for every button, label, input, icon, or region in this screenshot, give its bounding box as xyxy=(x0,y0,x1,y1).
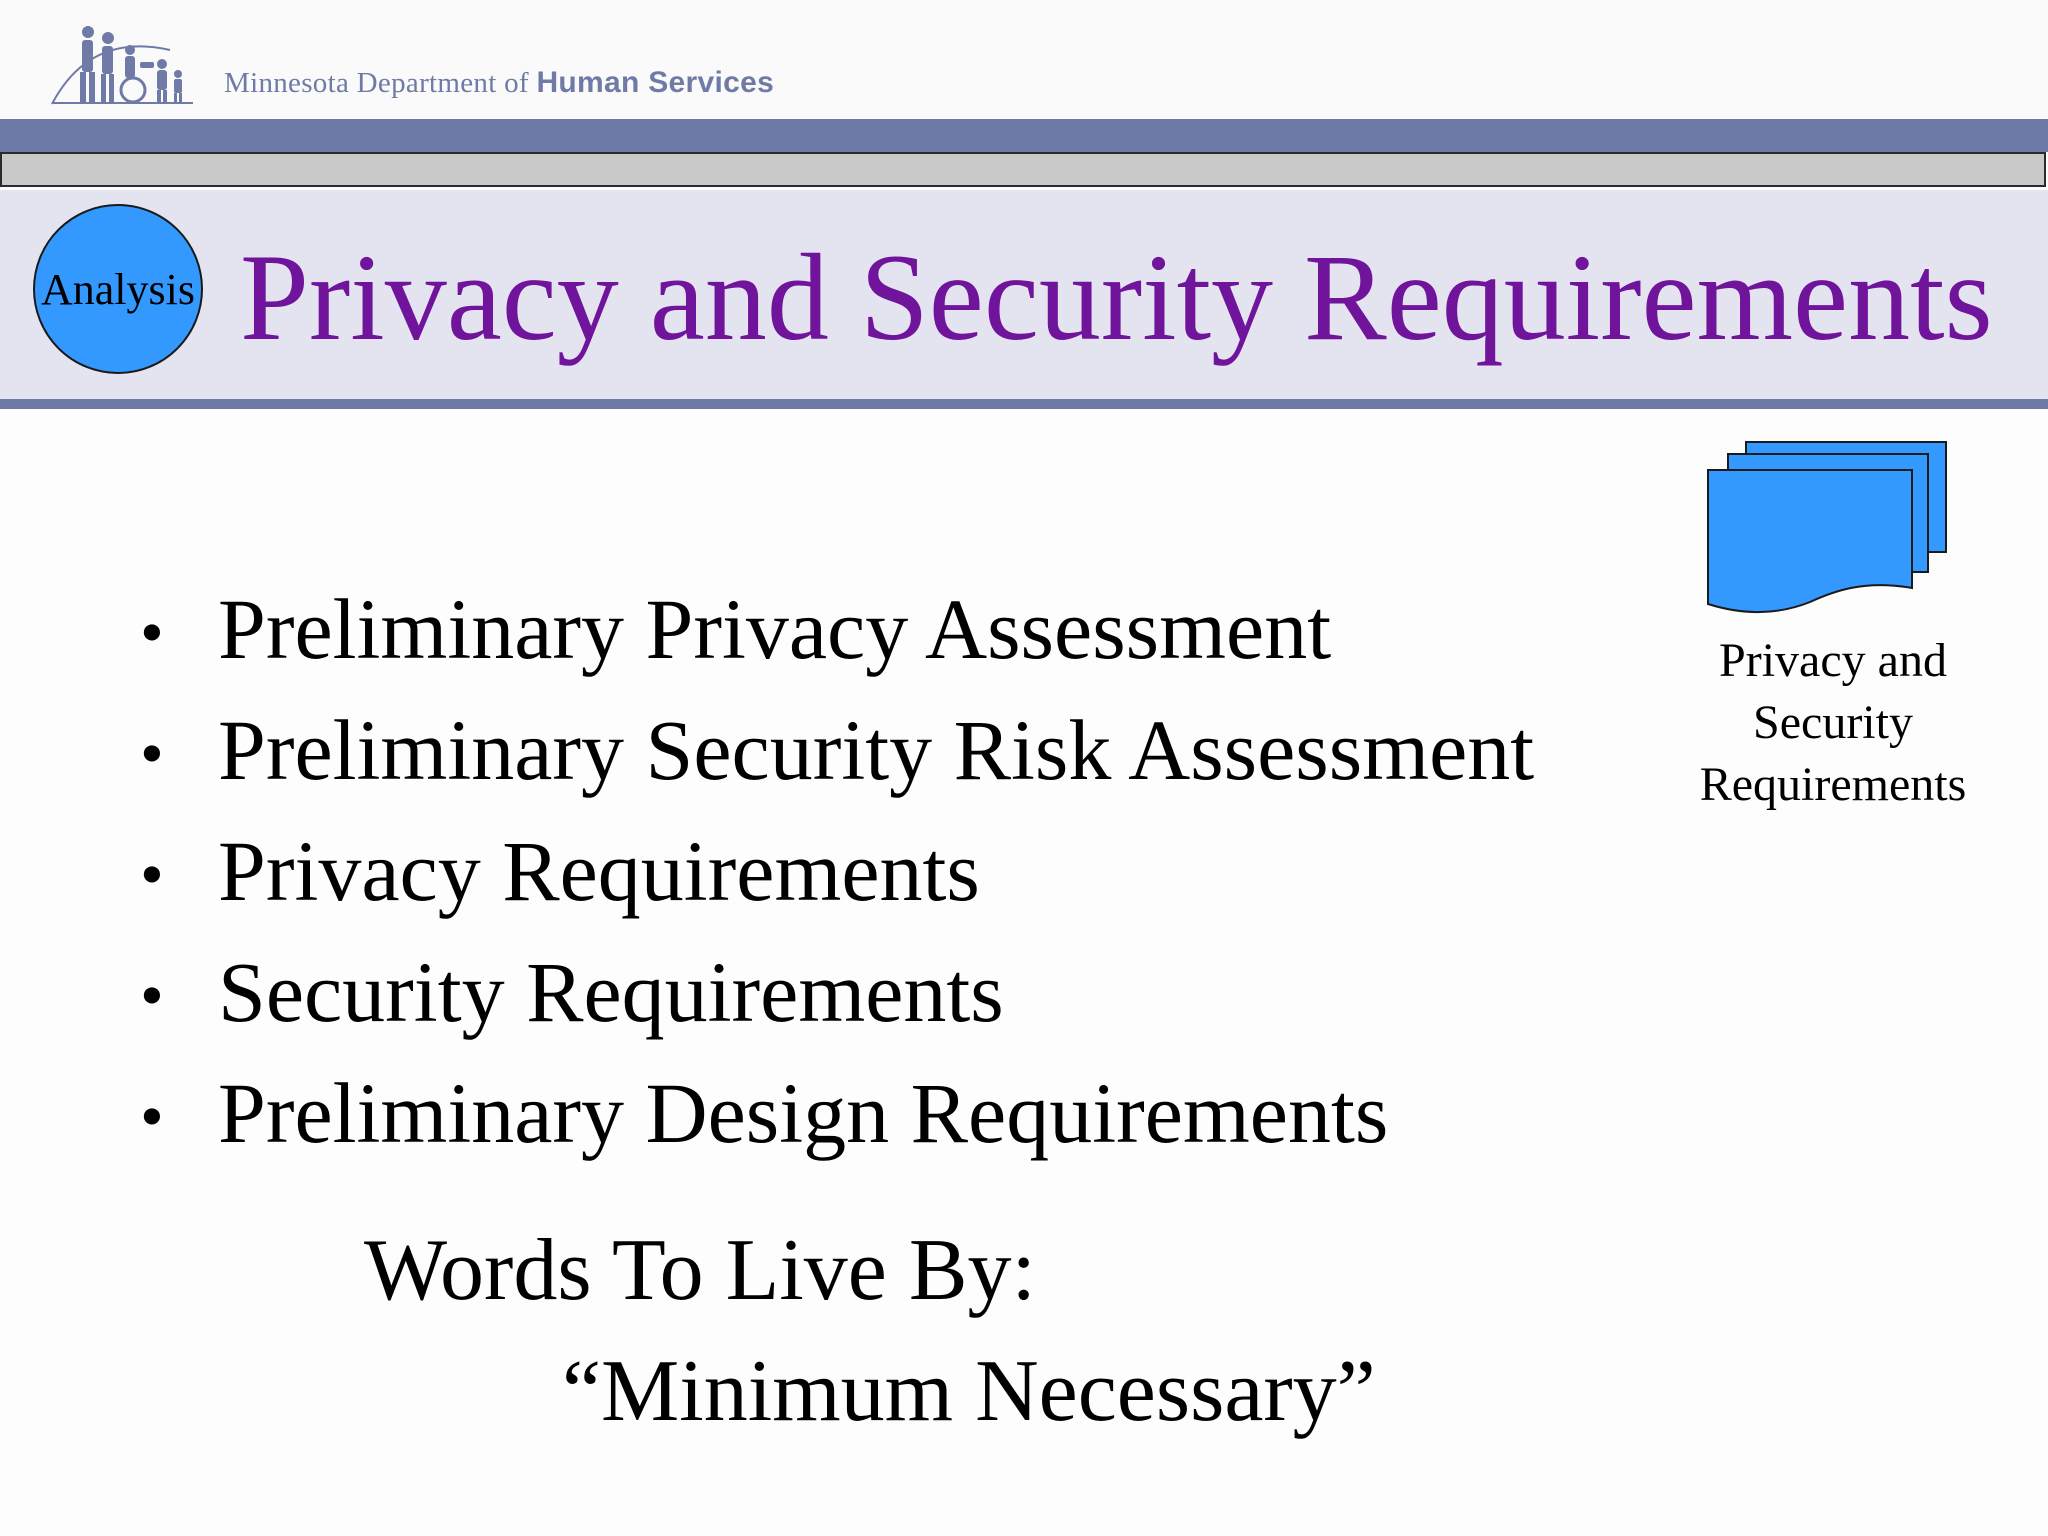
slide-header xyxy=(0,0,2048,118)
org-name xyxy=(224,66,774,100)
header-gray-band xyxy=(0,152,2046,187)
family-figures-logo-icon xyxy=(50,22,195,106)
org-name-prefix: Minnesota Department of xyxy=(224,67,529,99)
org-name-emphasis: Human Services xyxy=(536,66,775,99)
list-item-text: Preliminary Security Risk Assessment xyxy=(218,702,1535,798)
list-item-text: Privacy Requirements xyxy=(218,823,980,919)
list-item xyxy=(140,820,1534,941)
header-blue-band xyxy=(0,119,2048,152)
motto-quote: “Minimum Necessary” xyxy=(562,1343,1376,1440)
bullet-icon: • xyxy=(140,957,164,1033)
requirements-list xyxy=(140,578,1534,1183)
deliverable-caption-line: Requirements xyxy=(1699,758,1967,811)
slide-title: Privacy and Security Requirements xyxy=(240,229,1993,366)
bullet-icon: • xyxy=(140,715,164,791)
document-stack-icon xyxy=(1706,440,1952,616)
phase-label: Analysis xyxy=(41,265,195,314)
title-divider xyxy=(0,399,2048,409)
list-item xyxy=(140,941,1534,1062)
motto-heading: Words To Live By: xyxy=(364,1222,1036,1319)
deliverable-caption-line: Security xyxy=(1753,696,1913,749)
list-item xyxy=(140,699,1534,820)
deliverable-caption-line: Privacy and xyxy=(1719,634,1947,687)
list-item xyxy=(140,578,1534,699)
bullet-icon: • xyxy=(140,594,164,670)
bullet-icon: • xyxy=(140,1078,164,1154)
bullet-icon: • xyxy=(140,836,164,912)
list-item xyxy=(140,1062,1534,1183)
list-item-text: Preliminary Design Requirements xyxy=(218,1065,1389,1161)
list-item-text: Preliminary Privacy Assessment xyxy=(218,581,1332,677)
list-item-text: Security Requirements xyxy=(218,944,1004,1040)
deliverable-caption xyxy=(1660,630,2006,816)
